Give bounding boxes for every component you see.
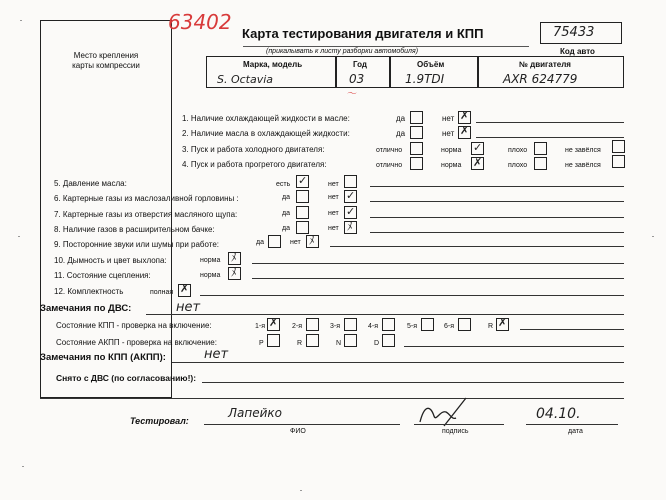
q3-opt2: норма xyxy=(441,147,462,154)
q7-no-box[interactable] xyxy=(344,206,357,219)
q11-line xyxy=(252,278,624,279)
kpp-gear-1-label: 1-я xyxy=(255,323,266,330)
vt-cell-model xyxy=(206,56,336,88)
q6-no-box[interactable] xyxy=(344,190,357,203)
vt-header-engine: № двигателя xyxy=(519,60,571,69)
q7-line xyxy=(370,217,624,218)
kpp-gear-3-label: 3-я xyxy=(330,323,341,330)
year-underline-mark: ～ xyxy=(347,89,357,100)
fio-label: ФИО xyxy=(290,428,306,435)
q8-no-label: нет xyxy=(328,225,339,232)
date-value: 04.10. xyxy=(536,406,581,422)
akpp-line xyxy=(404,346,624,347)
akpp-gear-r-box[interactable] xyxy=(306,334,319,347)
kpp-gear-2-box[interactable] xyxy=(306,318,319,331)
q12-box[interactable] xyxy=(178,284,191,297)
q11-label: 11. Состояние сцепления: xyxy=(54,271,151,280)
engine-remarks-label: Замечания по ДВС: xyxy=(40,303,132,314)
stamp-number: 63402 xyxy=(168,10,232,34)
vt-value-model: S. Octavia xyxy=(217,73,274,86)
tester-name: Лапейко xyxy=(228,406,282,420)
check-mark-icon: ✓ xyxy=(298,174,308,187)
vt-cell-engine xyxy=(478,56,624,88)
kpp-remarks-value: нет xyxy=(204,347,229,362)
date-label: дата xyxy=(568,428,583,435)
q7-yes-label: да xyxy=(282,210,290,217)
q8-label: 8. Наличие газов в расширительном бачке: xyxy=(54,225,215,234)
q3-opt4: не завёлся xyxy=(565,147,601,154)
kpp-gear-4-label: 4-я xyxy=(368,323,379,330)
q12-opt: полная xyxy=(150,289,174,296)
date-line xyxy=(526,424,618,425)
kpp-gear-5-label: 5-я xyxy=(407,323,418,330)
akpp-gear-r-label: R xyxy=(297,340,303,347)
q8-yes-label: да xyxy=(282,225,290,232)
q3-opt1: отлично xyxy=(376,147,403,154)
q4-opt4: не завёлся xyxy=(565,162,601,169)
page-subtitle: (прикалывать к листу разборки автомобиля) xyxy=(266,48,419,55)
q4-label: 4. Пуск и работа прогретого двигателя: xyxy=(182,160,327,169)
kpp-gear-6-label: 6-я xyxy=(444,323,455,330)
q1-no-label: нет xyxy=(442,114,455,123)
sign-label: подпись xyxy=(442,428,469,435)
check-mark-icon: ✗ xyxy=(269,316,279,329)
q8-no-box[interactable] xyxy=(344,221,357,234)
kpp-gear-2-label: 2-я xyxy=(292,323,303,330)
check-mark-icon: ✓ xyxy=(346,205,356,218)
check-mark-icon: ﾒ xyxy=(309,234,315,247)
q11-box[interactable] xyxy=(228,267,241,280)
code-value: 75433 xyxy=(553,25,595,40)
q7-yes-box[interactable] xyxy=(296,206,309,219)
q10-box[interactable] xyxy=(228,252,241,265)
compression-label-2: карты компрессии xyxy=(72,61,140,70)
akpp-gear-d-box[interactable] xyxy=(382,334,395,347)
q2-yes-box[interactable] xyxy=(410,126,423,139)
vt-value-volume: 1.9TDI xyxy=(405,72,445,86)
kpp-gear-3-box[interactable] xyxy=(344,318,357,331)
q6-no-label: нет xyxy=(328,194,339,201)
q1-label: 1. Наличие охлаждающей жидкости в масле: xyxy=(182,114,350,123)
q4-opt1: отлично xyxy=(376,162,403,169)
q7-label: 7. Картерные газы из отверстия масляного щупа: xyxy=(54,210,238,219)
akpp-gear-n-label: N xyxy=(336,340,342,347)
kpp-remarks-label: Замечания по КПП (АКПП): xyxy=(40,352,166,363)
q3-label: 3. Пуск и работа холодного двигателя: xyxy=(182,145,325,154)
check-mark-icon: ﾒ xyxy=(231,251,237,264)
q4-box4[interactable] xyxy=(612,155,625,168)
check-mark-icon: ✗ xyxy=(460,109,470,122)
q5-line xyxy=(370,186,624,187)
vt-header-volume: Объём xyxy=(417,60,445,69)
q9-label: 9. Посторонние звуки или шумы при работе: xyxy=(54,240,220,249)
check-mark-icon: ✓ xyxy=(346,189,356,202)
q5-yes-box[interactable] xyxy=(296,175,309,188)
akpp-gear-d-label: D xyxy=(374,340,380,347)
kpp-gear-6-box[interactable] xyxy=(458,318,471,331)
q9-yes-box[interactable] xyxy=(268,235,281,248)
fio-line xyxy=(204,424,400,425)
q6-yes-box[interactable] xyxy=(296,190,309,203)
vehicle-table xyxy=(206,56,624,100)
q4-box1[interactable] xyxy=(410,157,423,170)
signature-line xyxy=(414,424,504,425)
scan-dot xyxy=(652,236,654,237)
removed-line-1 xyxy=(202,382,624,383)
q3-box1[interactable] xyxy=(410,142,423,155)
vt-header-year: Год xyxy=(353,60,367,69)
q3-box2[interactable] xyxy=(471,142,484,155)
q2-line xyxy=(476,137,624,138)
q6-yes-label: да xyxy=(282,194,290,201)
q2-label: 2. Наличие масла в охлаждающей жидкости: xyxy=(182,129,350,138)
q10-line xyxy=(252,263,624,264)
q5-no-label: нет xyxy=(328,181,339,188)
q1-yes-label: да xyxy=(396,114,406,123)
q3-box3[interactable] xyxy=(534,142,547,155)
q4-opt3: плохо xyxy=(508,162,528,169)
check-mark-icon: ✓ xyxy=(473,141,483,154)
scan-dot xyxy=(18,236,20,237)
q5-label: 5. Давление масла: xyxy=(54,179,127,188)
q6-label: 6. Картерные газы из маслозаливной горловины : xyxy=(54,194,239,203)
kpp-line xyxy=(520,329,624,330)
check-mark-icon: ﾒ xyxy=(347,220,353,233)
vt-cell-year xyxy=(336,56,390,100)
vt-value-year: 03 xyxy=(349,72,365,86)
removed-label: Снято с ДВС (по согласованию!): xyxy=(56,373,197,383)
code-box xyxy=(540,22,622,44)
q5-no-box[interactable] xyxy=(344,175,357,188)
code-label: Код авто xyxy=(560,47,595,56)
kpp-gear-5-box[interactable] xyxy=(421,318,434,331)
q1-yes-box[interactable] xyxy=(410,111,423,124)
q2-yes-label: да xyxy=(396,129,406,138)
q4-opt2: норма xyxy=(441,162,462,169)
q12-label: 12. Комплектность xyxy=(54,287,124,296)
kpp-gear-r-box[interactable] xyxy=(496,318,509,331)
check-mark-icon: ✗ xyxy=(473,156,483,169)
q5-yes-label: есть xyxy=(276,181,291,188)
q3-box4[interactable] xyxy=(612,140,625,153)
akpp-gear-p-box[interactable] xyxy=(267,334,280,347)
q11-opt: норма xyxy=(200,272,221,279)
akpp-gear-p-label: P xyxy=(259,340,264,347)
engine-remarks-line xyxy=(146,314,624,315)
q10-label: 10. Дымность и цвет выхлопа: xyxy=(54,256,167,265)
kpp-gear-1-box[interactable] xyxy=(267,318,280,331)
scan-dot xyxy=(300,490,302,491)
q12-line xyxy=(200,295,624,296)
kpp-gear-r-label: R xyxy=(488,323,494,330)
akpp-label: Состояние АКПП - проверка на включение: xyxy=(56,338,217,347)
q9-line xyxy=(330,246,624,247)
scan-dot xyxy=(22,466,24,467)
vt-cell-volume xyxy=(390,56,478,88)
q4-box2[interactable] xyxy=(471,157,484,170)
q1-no-box[interactable] xyxy=(458,111,471,124)
q2-no-box[interactable] xyxy=(458,126,471,139)
tested-label: Тестировал: xyxy=(130,416,189,426)
q8-yes-box[interactable] xyxy=(296,221,309,234)
vt-header-model: Марка, модель xyxy=(243,60,303,69)
engine-remarks-value: нет xyxy=(176,300,201,315)
check-mark-icon: ﾒ xyxy=(231,266,237,279)
check-mark-icon: ✗ xyxy=(180,282,190,295)
check-mark-icon: ✗ xyxy=(460,124,470,137)
q7-no-label: нет xyxy=(328,210,339,217)
q9-yes-label: да xyxy=(256,239,264,246)
kpp-label: Состояние КПП - проверка на включение: xyxy=(56,321,212,330)
q10-opt: норма xyxy=(200,257,221,264)
vt-value-engine: AXR 624779 xyxy=(503,72,578,86)
kpp-remarks-line xyxy=(172,362,624,363)
q1-line xyxy=(476,122,624,123)
akpp-gear-n-box[interactable] xyxy=(344,334,357,347)
q3-opt3: плохо xyxy=(508,147,528,154)
compression-label-1: Место крепления xyxy=(73,51,139,60)
q9-no-label: нет xyxy=(290,239,301,246)
q6-line xyxy=(370,201,624,202)
check-mark-icon: ✗ xyxy=(498,316,508,329)
q4-box3[interactable] xyxy=(534,157,547,170)
scan-dot xyxy=(20,20,22,21)
removed-line-2 xyxy=(40,398,624,399)
q9-no-box[interactable] xyxy=(306,235,319,248)
q8-line xyxy=(370,232,624,233)
q2-no-label: нет xyxy=(442,129,455,138)
kpp-gear-4-box[interactable] xyxy=(382,318,395,331)
page-title: Карта тестирования двигателя и КПП xyxy=(242,26,484,41)
